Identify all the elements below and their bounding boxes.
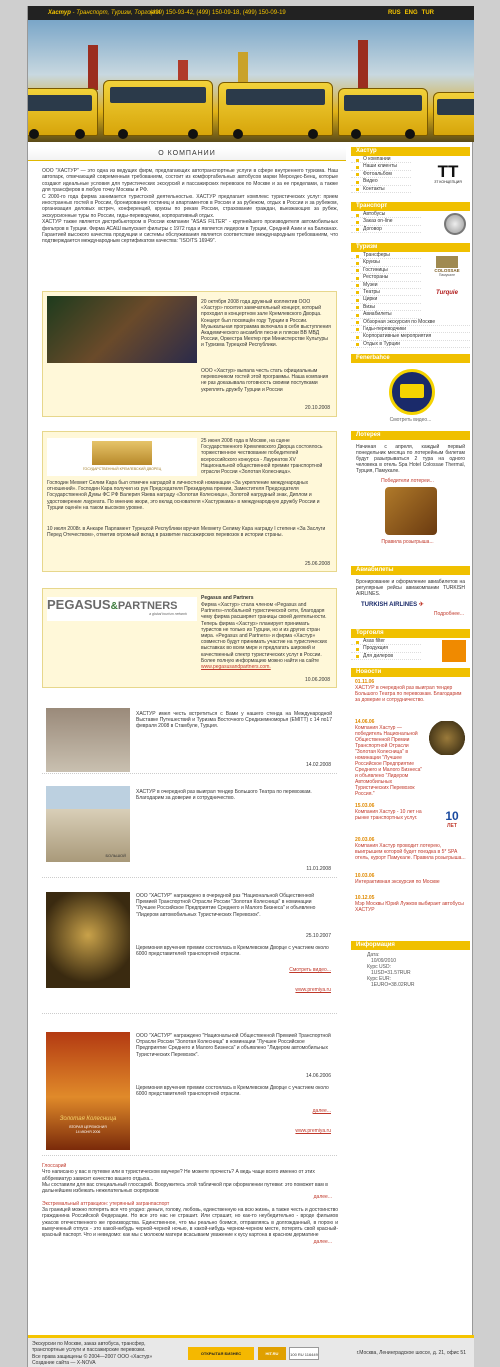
sidebar-heading: Авиабилеты <box>351 566 470 575</box>
sidebar-item[interactable]: Корпоративные мероприятия <box>351 333 470 340</box>
kremlin-tower <box>358 40 368 90</box>
news-text: ООО "ХАСТУР" награждено "Национальной Общественной Премией Транспортной Отрасли России "Золотая Колесница" в номинации "Лучшее Российское Предприятие Среднего и Малого Бизнеса" и объявлено "Лидером автомобильных Туристических Перевозок". <box>136 1033 331 1058</box>
sidebar-item[interactable]: Продукция <box>351 645 421 652</box>
news-list <box>351 677 470 939</box>
avia-block <box>351 575 470 627</box>
glossary-section <box>42 1163 338 1245</box>
news-text <box>201 602 331 670</box>
more-link[interactable]: далее... <box>313 1194 332 1201</box>
news-date: 20.10.2008 <box>304 405 330 411</box>
phone-numbers: (499) 150-93-42, (499) 150-09-18, (499) 150-09-19 <box>150 10 286 16</box>
sidebar-news-item[interactable]: 01.11.06 ХАСТУР в очередной раз выиграл тендер Большого Театра по перевозкам. Благодарим за доверие и сотрудничество. <box>355 679 462 703</box>
sidebar-news-item[interactable]: 15.03.06 Компания Хастур - 10 лет на рынке транспортных услуг. <box>355 803 422 821</box>
pegasus-logo[interactable]: PEGASUS&PARTNERS a global tourism network <box>47 597 197 621</box>
info-value: 1USD=31.57RUR <box>371 970 411 976</box>
premiya-link[interactable]: www.premiya.ru <box>295 1128 331 1134</box>
bus-image <box>338 88 428 136</box>
news-text: ООО «Хастур» выпала честь стать официальным перевозчиком гостей этой программы. Наша компания не раз доказывала готовность своими поступками укреплять дружбу Турции и России <box>201 368 329 393</box>
brand-name[interactable]: Хастур - Транспорт, Туризм, Торговля <box>48 10 161 16</box>
news-item <box>42 291 337 417</box>
info-label: Дата: <box>367 952 380 958</box>
news-text: ООО "ХАСТУР" награждено в очередной раз "Национальной Общественной Премией Транспортной Отрасли России "Золотая Колесница" в номинации "Лучшее Российское Предприятие Среднего и Малого Бизнеса" и объявлено "Лидером автомобильных Туристических Перевозок". <box>136 893 316 918</box>
sidebar-item[interactable]: Автобусы <box>351 211 421 218</box>
sidebar-group <box>351 211 470 241</box>
bolshoi-theatre-photo[interactable]: БОЛЬШОЙ <box>46 786 130 862</box>
news-item <box>42 888 337 1014</box>
rating-counter-badge[interactable]: 100 RU 116449 <box>289 1347 319 1360</box>
footer-text <box>32 1341 182 1367</box>
info-label: Курс USD: <box>367 964 391 970</box>
news-item <box>42 704 337 774</box>
news-text: 25 июня 2008 года в Москве, на сцене Государственного Кремлевского Дворца состоялось торжественное чествование победителей всероссийского конкурса - Лауреатов XV Национальной общественной премии транспортной отрасли России «Золотая Колесница». <box>201 438 323 476</box>
sidebar-item[interactable]: Для дилеров <box>351 653 421 660</box>
intro-paragraph: ХАСТУР также является дистрибьютором в России компании "ASAS FILTER" - крупнейшего производителя автомобильных фильтров в Турции. Фирма АСАШ выпускает фильтры с 1972 года и является лидером в Турции, Средней Азии и на Балканах. Гарантией высокого качества продукции и системы обслуживания является соответствие международным требованиям, что подтверждается международным сертификатом качества: "ISO/TS 16949". <box>42 219 338 245</box>
news-text: ХАСТУР имел честь встретиться с Вами у нашего стенда на Международной Выставке Путешествий и Туризма Восточного Средиземноморья (EMITT) с 14 по17 февраля 2008 в Стамбуле, Турция. <box>136 711 332 730</box>
turkish-airlines-logo[interactable]: TURKISH AIRLINES ✈ <box>361 602 424 608</box>
more-link[interactable]: далее... <box>312 1108 331 1114</box>
intro-text <box>42 168 338 245</box>
sidebar-item[interactable]: Музеи <box>351 282 421 289</box>
news-date: 10.06.2008 <box>304 677 330 683</box>
hit-counter-badge[interactable]: HIT.RU <box>258 1347 286 1360</box>
news-item <box>42 782 337 878</box>
info-value: 1EURO=38.02RUR <box>371 982 415 988</box>
more-link[interactable]: далее... <box>313 1238 332 1245</box>
sidebar-item[interactable]: Видео <box>351 178 411 185</box>
mercedes-logo-icon[interactable] <box>444 213 466 235</box>
footer-line: Экскурсии по Москве, заказ автобуса, трансфер, <box>32 1341 146 1347</box>
asas-filter-logo[interactable] <box>442 640 466 662</box>
hero-banner-buses <box>28 20 474 142</box>
sidebar-item[interactable]: Круизы <box>351 259 421 266</box>
sidebar-item[interactable]: Фотоальбом <box>351 171 411 178</box>
sidebar-group <box>351 156 470 200</box>
article-heading[interactable]: Экстремальный аттракцион: утерянный загранпаспорт <box>42 1200 170 1207</box>
pegasus-link[interactable]: www.pegasusandpartners.com. <box>201 664 271 671</box>
glossary-text: Что написано у вас в путевке или в туристическом ваучере? Не можете прочесть? А ведь чаще всего именно от этих аббревиатур зависит качество вашего отдыха... <box>42 1169 315 1182</box>
sidebar-item[interactable]: Заказ on-line <box>351 218 421 225</box>
kremlin-palace-logo[interactable]: ГОСУДАРСТВЕННЫЙ КРЕМЛЕВСКИЙ ДВОРЕЦ <box>47 438 197 476</box>
sidebar-item[interactable]: Визы <box>351 304 421 311</box>
bus-image <box>433 92 474 136</box>
section-title: О КОМПАНИИ <box>28 147 346 161</box>
lottery-winners-link[interactable]: Победители лотереи... <box>381 478 434 484</box>
news-text: ХАСТУР в очередной раз выиграл тендер Большого Театра по перевозкам. Благодарим за доверие и сотрудничество. <box>136 789 312 802</box>
bus-image <box>28 88 98 136</box>
page <box>27 6 473 1367</box>
news-item <box>42 1028 337 1156</box>
sidebar-news-item[interactable]: 20.03.06 Компания Хастур проводит лотерею, выигрышем которой будет поездка в 5* SPA отель, курорт Памукале. Правила розыгрыша... <box>355 837 466 861</box>
sidebar-item[interactable]: Гиды-переводчики <box>351 326 470 333</box>
sidebar-item[interactable]: Цирки <box>351 296 421 303</box>
news-date: 11.01.2008 <box>306 866 331 872</box>
footer-line[interactable]: Создание сайта — X-NOVA <box>32 1360 96 1367</box>
language-switcher <box>384 6 434 20</box>
10-years-logo: 10 ЛЕТ <box>445 809 459 829</box>
sidebar-group <box>351 638 470 666</box>
sidebar-item[interactable]: Авиабилеты <box>351 311 421 318</box>
lottery-rules-link[interactable]: Правила розыгрыша... <box>381 539 434 545</box>
sidebar-item[interactable]: Отдых в Турции <box>351 341 470 348</box>
news-item <box>42 431 337 572</box>
news-date: 14.06.2006 <box>305 1073 331 1079</box>
fenerbahce-block <box>351 363 470 429</box>
info-block <box>351 950 470 988</box>
chariot-award-image <box>428 721 466 755</box>
suitcase-image <box>385 487 437 535</box>
sidebar-heading: Новости <box>351 668 470 677</box>
sidebar-item[interactable]: Трансферы <box>351 252 421 259</box>
lottery-block <box>351 440 470 564</box>
news-item <box>42 588 337 688</box>
intro-paragraph: С 2000-го года фирма занимается туристской деятельностью. ХАСТУР предлагает комплекс туристических услуг: прием иностранных гостей в России, бронирование гостиниц и апартаментов в России и за рубежом, отдых в России и за рубежом, организация деловых встреч, конференций, круизы по рекам России, страхование граждан, выезжающих за рубеж, экскурсионные туры по России, гиды-переводчики, корпоративный отдых. <box>42 193 338 219</box>
avia-text: Бронирование и оформление авиабилетов на регулярные рейсы авиакомпании TURKISH AIRLINES. <box>356 579 465 597</box>
sidebar-item[interactable]: Рестораны <box>351 274 421 281</box>
news-date: 14.02.2008 <box>305 762 331 768</box>
news-date: 25.06.2008 <box>304 561 330 567</box>
bus-image <box>103 80 213 136</box>
glossary-heading[interactable]: Глоссарий <box>42 1163 67 1169</box>
lang-eng[interactable]: ENG <box>404 10 418 16</box>
counter-badge[interactable]: ОТКРЫТАЯ БИЗНЕС <box>188 1347 254 1360</box>
article-text: За границей можно потерять все что угодно: деньги, голову, любовь, единственную на всю жизнь, а также честь и достоинство гражданина Российской Федерации. Но все это нас не страшит. Или страшит, но как-то неубедительно - вроде фильмов ужасов отечественного же производства. Единственное, что мы реально боимся, отправляясь в долгожданный, в порою и вымученный отпуск - это какой-нибудь черной-черной ночью, в какой-нибудь черном-черном месте, потерять свой красный-красный паспорт. Что и неведомо: как мы с молоком матери всасываем уважение к кусу картона в красном дерматине <box>42 1207 338 1239</box>
sidebar-news-item[interactable]: 10.03.06 Интерактивная экскурсия по Москве <box>355 873 440 885</box>
kremlin-tower <box>88 45 98 90</box>
sidebar-item[interactable]: Гостиницы <box>351 267 421 274</box>
sidebar-heading: Туризм <box>351 243 470 252</box>
bus-image <box>218 82 333 136</box>
watch-video-link[interactable]: Смотреть видео... <box>389 417 432 423</box>
sidebar <box>351 145 470 988</box>
sidebar-heading: Информация <box>351 941 470 950</box>
lang-tur[interactable]: TUR <box>421 10 434 16</box>
watch-video-link[interactable]: Смотреть видео... <box>289 967 331 973</box>
info-value: 10/09/2010 <box>371 958 397 964</box>
golden-chariot-award-photo[interactable] <box>46 892 130 988</box>
fenerbahce-logo-icon[interactable] <box>389 369 435 415</box>
top-bar <box>28 6 474 20</box>
glossary-text: Мы составили для вас специальный глоссарий. Вооружитесь этой табличкой при оформлении путевки: это поможет вам в дальнейшем избежать нежелательных сюрпризов <box>42 1181 328 1195</box>
news-text: Церемония вручения премии состоялась в Кремлевском Дворце с участием около 6000 представителей транспортной отрасли. <box>136 1085 329 1098</box>
lang-rus[interactable]: RUS <box>387 10 401 16</box>
sidebar-news-item[interactable]: 14.06.06 Компания Хастур — победитель Национальной Общественной Премии Транспортной Отрасли "Золотая Колесница" в номинации "Лучшее Российское Предприятие Среднего и Малого Бизнеса" и объявлено "Лидером Автомобильных Туристических Перевозок Россия." <box>355 719 423 797</box>
sidebar-item[interactable]: Договор <box>351 226 421 233</box>
footer-address: г.Москва, Ленинградское шоссе, д. 21, офис 51 <box>356 1350 466 1356</box>
news-text-body: Фирма «Хастур» стала членом «Pegasus and Partners»-глобальной туристической сети, благодаря чему фирма расширяет границы своей деятельности. Теперь фирма «Хастур» планирует принимать туристов не только из Турции, но и из других стран мира. «Pegasus and Partners» и фирма «Хастур» совместно будут принимать участие на туристических выставках во всем мире и предлагать широкий и качественный спектр туристических услуг в России. Более полную информацию можно найти на сайте <box>201 602 328 664</box>
intro-paragraph: ООО "ХАСТУР" — это одна из ведущих фирм, предлагающих автотранспортные услуги в сфере внутреннего туризма. Наш автопарк, отвечающий современным требованиям, состоит из комфортабельных автобусов марки Мерседес-Бенц, которые создают идеальные условия для туристических экскурсий и пассажирских перевозок по Москве и за ее пределами, а также для трансферов в любую точку Москвы и РФ. <box>42 168 338 194</box>
sidebar-heading: Fenerbahce <box>351 354 470 363</box>
sidebar-heading: Торговля <box>351 629 470 638</box>
news-title: Pegasus and Partners <box>201 595 254 601</box>
news-text: Господин Мехмет Селим Кара был отмечен наградой в личностной номинации «За укрепление международных отношений». Господин Кара получил из рук Председателя Президиума премии, Заместителя Председателя Государственной Думы ФС РФ Валерия Язева награду «Золотая Колесница», Золотой нагрудный знак, Диплом и удостоверение лауреата. По мнению жюри, это вклад основателя «Хастуржама» в международную дружбу России и Турции оценён на таком высоком уровне. <box>47 480 320 511</box>
3t-concept-logo[interactable]: ТТ ЗТ КОНЦЕПЦИЯ <box>434 162 462 184</box>
news-text: Церемония вручения премии состоялась в Кремлевском Дворце с участием около 6000 представителей транспортной отрасли. <box>136 945 329 958</box>
sidebar-news-item[interactable]: 10.12.05 Мэр Москвы Юрий Лужков выбирает автобусы ХАСТУР <box>355 895 464 913</box>
lottery-text: Начиная с апреля, каждый первый понедельник месяца по лотерейным билетам будут разыгрываться 2 тура на одного человека в отель Spa Hotel Colossae Thermal, Турция, Памукале. <box>356 444 465 474</box>
concert-photo[interactable] <box>47 296 197 363</box>
sidebar-heading: Хастур <box>351 147 470 156</box>
footer-line: Все права защищены © 2004—2007 ООО «Хастур» <box>32 1353 153 1360</box>
turquie-logo[interactable]: Turquie <box>436 290 458 296</box>
news-date: 25.10.2007 <box>305 933 331 939</box>
more-link[interactable]: Подробнее... <box>433 611 464 617</box>
sidebar-item[interactable]: Наши клиенты <box>351 163 411 170</box>
sidebar-item[interactable]: О компании <box>351 156 411 163</box>
sidebar-group <box>351 252 470 352</box>
exhibition-photo[interactable] <box>46 708 130 772</box>
footer <box>28 1335 474 1367</box>
sidebar-item[interactable]: Театры <box>351 289 421 296</box>
news-text: 20 октября 2008 года дружный коллектив ООО «Хастур» посетил замечательный концерт, который проходил в концертном зале Кремлевского Дворца. Концерт был посвящён году Турции в России. Музыкальная программа включала в себя выступления Академического ансамбля песни и пляски ВВ МВД России, Оркестра Мехтер при Министерстве Культуры и Туризма Турецкой Республики. <box>201 299 331 349</box>
info-label: Курс EUR: <box>367 976 391 982</box>
sidebar-item[interactable]: Asas filter <box>351 638 421 645</box>
premiya-link[interactable]: www.premiya.ru <box>295 987 331 993</box>
colossae-hotel-logo[interactable]: COLOSSAE Памукале <box>428 256 466 277</box>
sidebar-item[interactable]: Контакты <box>351 186 411 193</box>
sidebar-heading: Транспорт <box>351 202 470 211</box>
sidebar-heading: Лотерея <box>351 431 470 440</box>
footer-line: транспортные услуги и пассажирские перевозки. <box>32 1347 146 1354</box>
golden-chariot-poster[interactable]: Золотая Колесница ВТОРАЯ ЦЕРЕМОНИЯ 14 ИЮНЯ 2006 <box>46 1032 130 1150</box>
sidebar-item[interactable]: Обзорная экскурсия по Москве <box>351 319 470 326</box>
news-text: 10 июля 2008г. в Анкаре Парламент Турецкой Республики вручил Мехмету Селиму Кара награду I степени «За Заслуги Перед Отечеством», отметив огромный вклад в развитие пассажирских перевозок в истории страны. <box>47 526 326 539</box>
